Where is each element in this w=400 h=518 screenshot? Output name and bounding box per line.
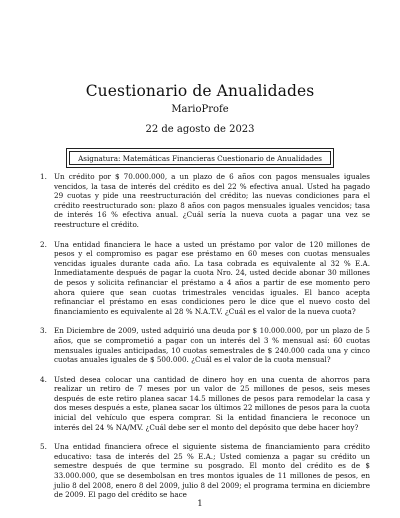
- question-text: Una entidad financiera le hace a usted un préstamo por valor de 120 millones de pesos y el compromiso es pagar ese préstamo en 60 meses con cuotas mensuales vencidas iguales durante cada año. La tasa cobrada es equivalente al 32 % E.A. Inmediatamente después de pagar la cuota Nro. 24, usted decide abonar 30 millones de pesos y solicita refinanciar el préstamo a 4 años a partir de ese momento pero ahora quiere que sean cuotas trimestrales vencidas iguales. El banco acepta refinanciar el préstamo en esas condiciones pero le dice que el nuevo costo del financiamiento es equivalente al 28 % N.A.T.V. ¿Cuál es el valor de la nueva cuota?: [54, 239, 370, 316]
- question-text: Una entidad financiera ofrece el siguiente sistema de financiamiento para crédito educativo: tasa de interés del 25 % E.A.; Usted comienza a pagar su crédito un semestre después de que termine su posgrado. El monto del crédito es de $ 33.000.000, que se desembolsan en tres montos iguales de 11 millones de pesos, en julio 8 del 2008, enero 8 del 2009, julio 8 del 2009; el programa termina en diciembre de 2009. El pago del crédito se hace: [54, 442, 370, 500]
- question-number: 1.: [40, 172, 47, 181]
- question-number: 2.: [40, 239, 47, 249]
- question-item-5: [40, 442, 370, 500]
- question-item-3: [40, 326, 370, 364]
- subject-box-text: Asignatura: Matemáticas Financieras Cuestionario de Anualidades: [69, 151, 331, 165]
- document-author: MarioProfe: [171, 104, 229, 115]
- document-date: 22 de agosto de 2023: [145, 124, 255, 135]
- question-number: 3.: [40, 326, 47, 336]
- page-number: 1: [197, 499, 203, 509]
- document-title: Cuestionario de Anualidades: [85, 82, 315, 100]
- question-number: 4.: [40, 374, 47, 384]
- question-item-1: [40, 172, 370, 230]
- question-text: En Diciembre de 2009, usted adquirió una deuda por $ 10.000.000, por un plazo de 5 años, que se comprometió a pagar con un interés del 3 % mensual así: 60 cuotas mensuales iguales anticipadas, 10 cuotas semestrales de $ 240.000 cada una y cinco cuotas anuales iguales de $ 500.000. ¿Cuál es el valor de la cuota mensual?: [54, 326, 370, 365]
- question-text: Un crédito por $ 70.000.000, a un plazo de 6 años con pagos mensuales iguales vencidos, la tasa de interés del crédito es del 22 % efectiva anual. Usted ha pagado 29 cuotas y pide una reestructuración del crédito; las nuevas condiciones para el crédito reestructurado son: plazo 8 años con pagos mensuales iguales vencidos; tasa de interés 16 % efectiva anual. ¿Cuál sería la nueva cuota a pagar una vez se reestructure el crédito.: [54, 172, 370, 229]
- question-item-2: [40, 240, 370, 317]
- question-item-4: [40, 375, 370, 433]
- question-number: 5.: [40, 442, 47, 452]
- question-list: [40, 172, 370, 510]
- subject-box: [66, 148, 334, 168]
- question-text: Usted desea colocar una cantidad de dinero hoy en una cuenta de ahorros para realizar un retiro de 7 meses por un valor de 25 millones de pesos, seis meses después de este retiro planea sacar 14.5 millones de pesos para remodelar la casa y dos meses después a este, planea sacar los últimos 22 millones de pesos para la cuota inicial del vehículo que espera comprar. Si la entidad financiera le reconoce un interés del 24 % NA/MV. ¿Cuál debe ser el monto del depósito que debe hacer hoy?: [54, 374, 370, 432]
